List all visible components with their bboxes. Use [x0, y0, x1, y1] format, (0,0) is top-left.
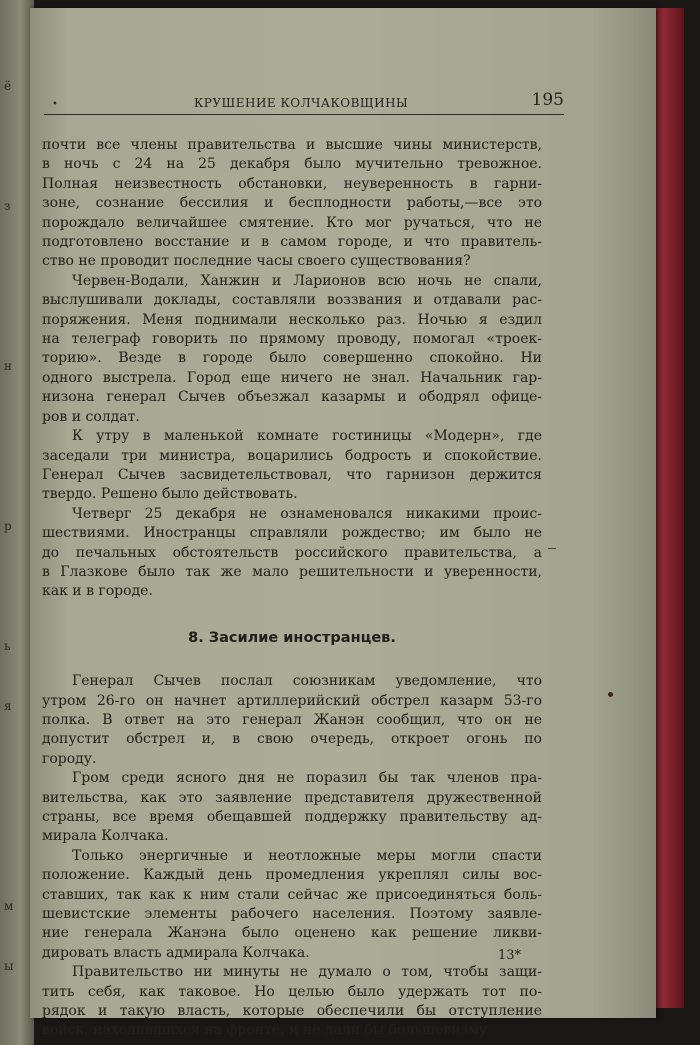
text-line: одного выстрела. Город еще ничего не знал. Начальник гар-: [42, 369, 542, 386]
stray-mark: [548, 548, 556, 549]
text-line: до печальных обстоятельств российского правительства, а: [42, 544, 542, 561]
text-line: Только энергичные и неотложные меры могли спасти: [72, 847, 542, 864]
running-title: КРУШЕНИЕ КОЛЧАКОВЩИНЫ: [194, 96, 409, 110]
text-line: городу.: [42, 750, 97, 767]
text-line: войск, находившихся на фронте, и не дали бы большевизму: [42, 1022, 488, 1039]
text-line: утром 26-го он начнет артиллерийский обстрел казарм 53-го: [42, 692, 542, 709]
text-line: Гром среди ясного дня не поразил бы так членов пра-: [72, 770, 542, 787]
previous-page-fragment: н: [4, 359, 12, 373]
text-line: вительства, как это заявление представителя дружественной: [42, 789, 542, 806]
text-line: мирала Колчака.: [42, 828, 169, 845]
text-line: в ночь с 24 на 25 декабря было мучительно тревожное.: [42, 156, 542, 173]
text-line: Генерал Сычев послал союзникам уведомление, что: [72, 673, 542, 690]
signature-mark: 13*: [498, 948, 522, 963]
paragraph: [42, 672, 542, 769]
text-line: твердо. Решено было действовать.: [42, 486, 298, 503]
header-dot: •: [52, 99, 58, 110]
text-line: допустит обстрел и, в свою очередь, откроет огонь по: [42, 731, 542, 748]
text-line: Генерал Сычев засвидетельствовал, что гарнизон держится: [42, 466, 542, 483]
text-line: ставших, так как к ним стали сейчас же присоединяться боль-: [42, 886, 542, 903]
text-block-after-section: [42, 672, 542, 1041]
paragraph: [42, 427, 542, 505]
text-line: Правительство ни минуты не думало о том, чтобы защи-: [72, 964, 542, 981]
text-line: низона генерал Сычев объезжал казармы и ободрял офице-: [42, 389, 542, 406]
text-line: страны, все время обещавшей поддержку правительству ад-: [42, 809, 542, 825]
text-line: как и в городе.: [42, 583, 153, 600]
paragraph: [42, 769, 542, 847]
previous-page-fragment: я: [4, 699, 12, 713]
text-line: рядок и такую власть, которые обеспечили бы отступление: [42, 1003, 542, 1020]
paragraph: [42, 272, 542, 427]
text-line: поряжения. Меня поднимали несколько раз. Ночью я ездил: [42, 311, 542, 328]
paragraph: [42, 847, 542, 963]
text-line: Четверг 25 декабря не ознаменовался никакими проис-: [72, 505, 542, 522]
text-line: подготовлено восстание и в самом городе, и что правитель-: [42, 234, 542, 251]
page-number: 195: [531, 90, 564, 110]
text-line: на телеграф говорить по прямому проводу, помогал «троек-: [42, 331, 542, 348]
previous-page-fragment: м: [4, 899, 14, 913]
text-line: шевистские элементы рабочего населения. Поэтому заявле-: [42, 906, 542, 923]
text-line: ство не проводит последние часы своего существования?: [42, 253, 471, 270]
previous-page-fragment: ы: [4, 959, 14, 973]
paragraph: [42, 505, 542, 602]
text-line: зоне, сознание бессилия и бесплодности работы,—все это: [42, 195, 542, 212]
page-body: [42, 136, 542, 1041]
text-line: дировать власть адмирала Колчака.: [42, 944, 310, 961]
previous-page-edge: [0, 0, 34, 1045]
text-block-before-section: [42, 136, 542, 602]
text-line: порождало величайшее смятение. Кто мог ручаться, что не: [42, 214, 542, 231]
previous-page-fragment: ь: [4, 639, 11, 653]
text-line: Червен-Водали, Ханжин и Ларионов всю ночь не спали,: [72, 272, 542, 289]
text-line: заседали три министра, воцарились бодрость и спокойствие.: [42, 447, 542, 464]
book-page: [30, 8, 656, 1039]
previous-page-fragment: ё: [4, 79, 12, 93]
text-line: полка. В ответ на это генерал Жанэн сообщил, что он не: [42, 711, 542, 728]
text-line: почти все члены правительства и высшие чины министерств,: [42, 137, 542, 153]
previous-page-fragment: з: [4, 199, 11, 213]
section-heading: 8. Засилие иностранцев.: [188, 629, 396, 646]
text-line: ров и солдат.: [42, 408, 140, 425]
text-line: торию». Везде в городе было совершенно спокойно. Ни: [42, 350, 542, 367]
text-line: тить себя, как таковое. Но целью было удержать тот по-: [42, 983, 542, 1000]
text-line: положение. Каждый день промедления укреплял силы вос-: [42, 867, 542, 884]
paragraph: [42, 136, 542, 272]
running-header: [44, 90, 564, 115]
text-line: шествиями. Иностранцы справляли рождество; им было не: [42, 525, 542, 542]
text-line: ние генерала Жанэна было оценено как решение ликви-: [42, 925, 542, 942]
text-line: Полная неизвестность обстановки, неуверенность в гарни-: [42, 175, 542, 192]
text-line: К утру в маленькой комнате гостиницы «Модерн», где: [72, 428, 542, 445]
paragraph: [42, 963, 542, 1041]
previous-page-fragment: р: [4, 519, 12, 533]
text-line: в Глазкове было так же мало решительности и уверенности,: [42, 563, 542, 580]
text-line: выслушивали доклады, составляли воззвания и отдавали рас-: [42, 292, 542, 309]
ink-spot: [608, 692, 613, 697]
